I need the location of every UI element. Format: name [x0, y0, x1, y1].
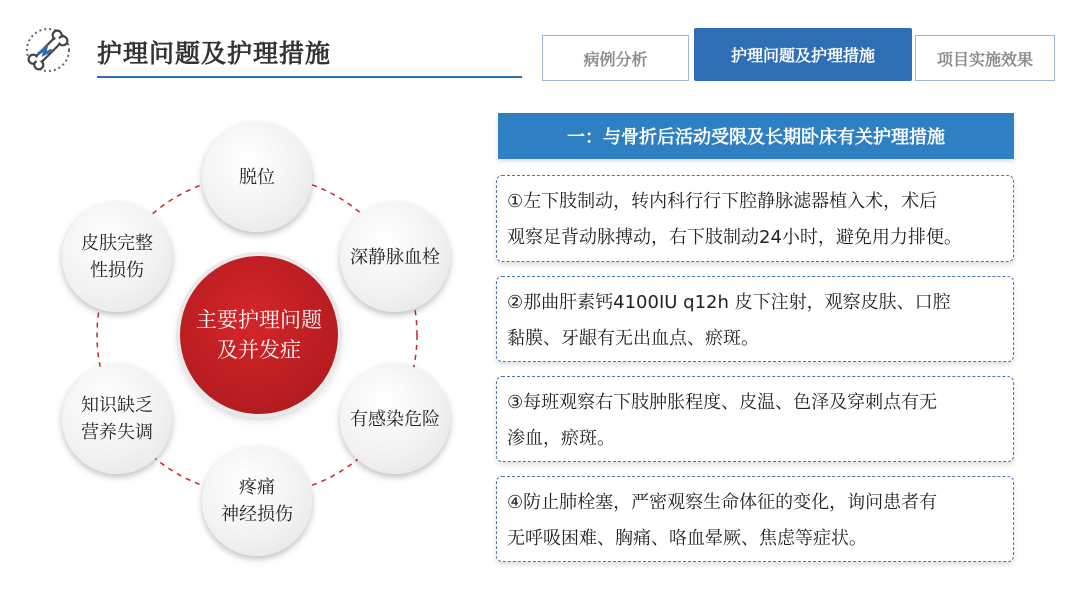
- tab-case-analysis[interactable]: 病例分析: [542, 35, 689, 81]
- measure-line: 渗血，瘀斑。: [507, 428, 615, 449]
- measure-item: [496, 376, 1014, 462]
- node-label-2: 神经损伤: [221, 504, 293, 525]
- measures-heading: 一：与骨折后活动受限及长期卧床有关护理措施: [498, 113, 1014, 159]
- measure-line: ④防止肺栓塞，严密观察生命体征的变化，询问患者有: [507, 492, 938, 513]
- tab-project-results[interactable]: 项目实施效果: [915, 35, 1055, 81]
- center-label-2: 及并发症: [217, 338, 301, 362]
- title-underline: [97, 76, 522, 78]
- center-label: 主要护理问题: [196, 308, 322, 332]
- node-label: 皮肤完整: [81, 233, 153, 254]
- center-main-problem: [180, 256, 338, 414]
- measure-item: [496, 175, 1014, 262]
- node-label: 有感染危险: [350, 408, 440, 430]
- problem-node-dislocation: [202, 122, 312, 232]
- problem-node-knowledge: [62, 364, 172, 474]
- measure-item: [496, 276, 1014, 362]
- page-title: 护理问题及护理措施: [97, 39, 332, 68]
- measure-line: 观察足背动脉搏动，右下肢制动24小时，避免用力排便。: [507, 227, 962, 248]
- measure-line: 无呼吸困难、胸痛、咯血晕厥、焦虑等症状。: [507, 528, 867, 549]
- bone-logo-icon: [22, 24, 74, 76]
- node-label: 知识缺乏: [81, 395, 153, 416]
- node-label-2: 性损伤: [90, 260, 144, 281]
- measure-line: ③每班观察右下肢肿胀程度、皮温、色泽及穿刺点有无: [507, 392, 938, 413]
- measure-item: [496, 476, 1014, 562]
- problem-node-dvt: [340, 202, 450, 312]
- problem-node-infection: [340, 364, 450, 474]
- node-label: 深静脉血栓: [350, 246, 440, 268]
- node-label: 疼痛: [239, 477, 275, 498]
- measure-line: ②那曲肝素钙4100IU q12h 皮下注射，观察皮肤、口腔: [507, 292, 951, 313]
- tab-nursing-problems[interactable]: 护理问题及护理措施: [694, 28, 912, 81]
- problem-node-pain: [202, 446, 312, 556]
- node-label: 脱位: [239, 166, 275, 188]
- measure-line: ①左下肢制动，转内科行行下腔静脉滤器植入术，术后: [507, 191, 938, 212]
- measure-line: 黏膜、牙龈有无出血点、瘀斑。: [507, 328, 759, 349]
- nursing-problem-diagram: [40, 110, 480, 590]
- node-label-2: 营养失调: [81, 422, 153, 443]
- problem-node-skin: [62, 202, 172, 312]
